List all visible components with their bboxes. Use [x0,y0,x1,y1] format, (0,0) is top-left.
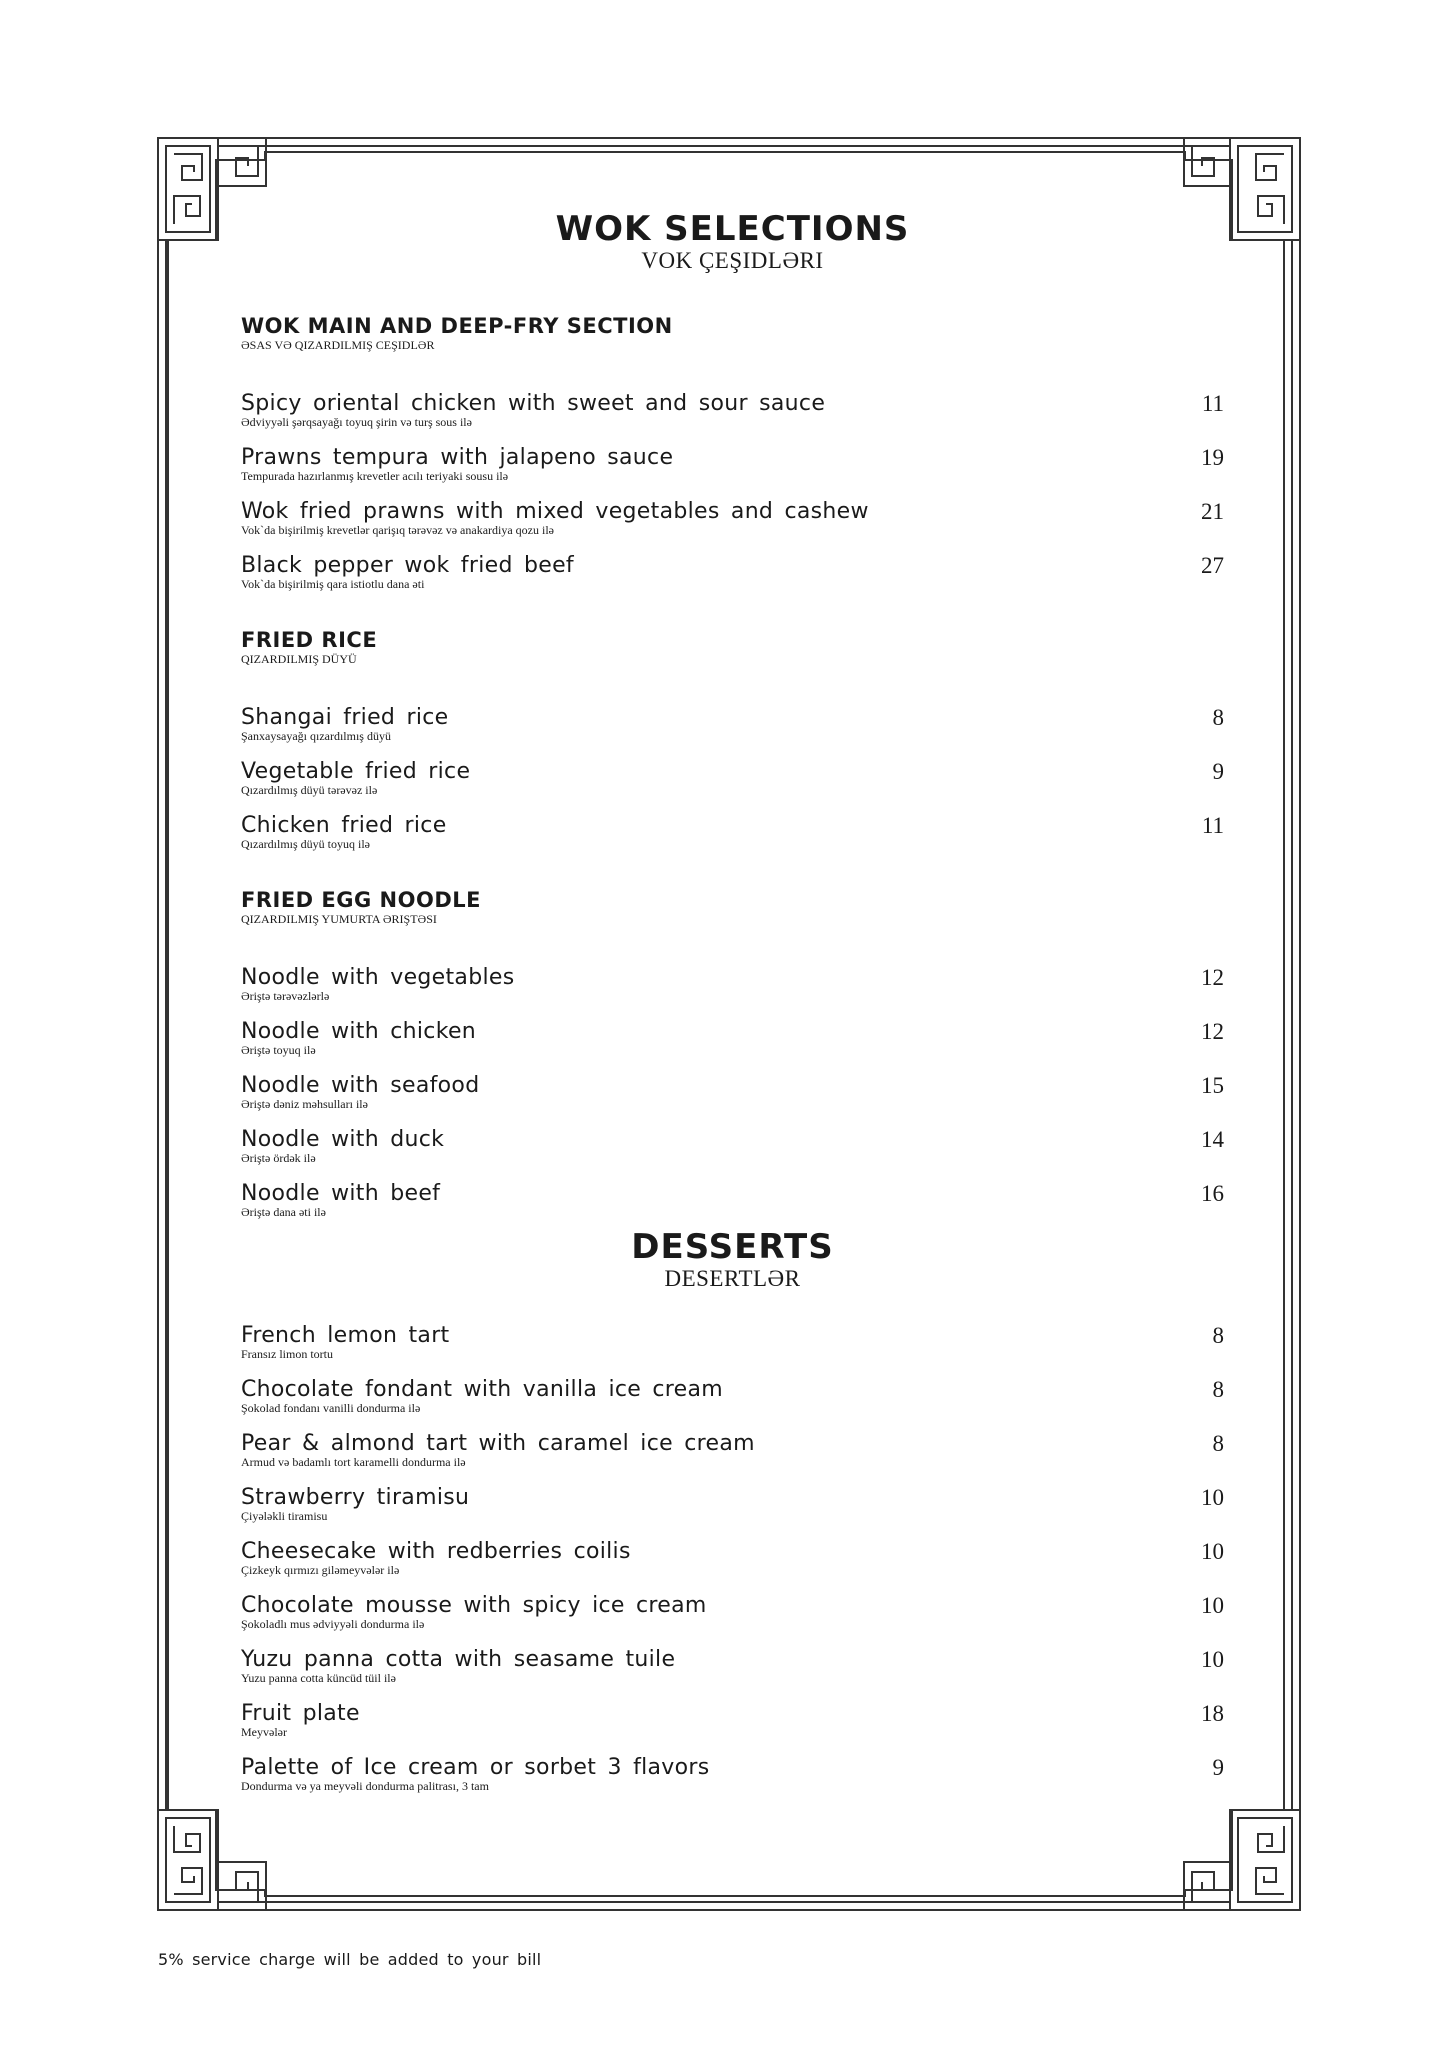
section-wok-main [241,314,1224,608]
item-description: Yuzu panna cotta küncüd tüil ilə [241,1671,396,1685]
item-price: 9 [1212,759,1224,784]
desserts-list [241,1324,1224,1810]
item-price: 10 [1201,1539,1224,1564]
menu-item [241,760,1224,814]
item-name: Yuzu panna cotta with seasame tuile [241,1647,676,1672]
item-price: 10 [1201,1647,1224,1672]
item-description: Vok`da bişirilmiş qara istiotlu dana əti [241,577,425,591]
item-description: Əriştə toyuq ilə [241,1043,316,1057]
section-subtitle: ƏSAS VƏ QIZARDILMIŞ CEŞIDLƏR [241,338,435,352]
item-name: Spicy oriental chicken with sweet and sour sauce [241,391,826,416]
item-price: 19 [1201,445,1224,470]
section-fried-egg-noodle [241,888,1224,1222]
menu-item [241,706,1224,760]
item-name: Wok fried prawns with mixed vegetables and cashew [241,499,869,524]
menu-item [241,1648,1224,1702]
item-description: Şokoladlı mus ədviyyəli dondurma ilə [241,1617,425,1631]
item-description: Armud və badamlı tort karamelli dondurma ilə [241,1455,466,1469]
menu-item [241,1074,1224,1128]
menu-item [241,1324,1224,1378]
menu-item [241,1182,1224,1222]
menu-item [241,446,1224,500]
menu-item [241,814,1224,868]
item-description: Dondurma və ya meyvəli dondurma palitrası, 3 tam [241,1779,489,1793]
item-description: Şokolad fondanı vanilli dondurma ilə [241,1401,421,1415]
menu-item [241,1378,1224,1432]
item-price: 10 [1201,1593,1224,1618]
item-price: 18 [1201,1701,1224,1726]
item-price: 15 [1201,1073,1224,1098]
item-description: Qızardılmış düyü tərəvəz ilə [241,783,378,797]
item-price: 11 [1201,813,1224,838]
wok-title: WOK SELECTIONS [555,209,910,249]
menu-item [241,1020,1224,1074]
item-price: 8 [1212,1377,1224,1402]
item-description: Fransız limon tortu [241,1347,333,1361]
item-description: Çiyələkli tiramisu [241,1509,328,1523]
item-description: Tempurada hazırlanmış krevetler acılı teriyaki sousu ilə [241,469,509,483]
service-charge-note: 5% service charge will be added to your bill [158,1950,542,1969]
item-name: Palette of Ice cream or sorbet 3 flavors [241,1755,710,1780]
menu-item [241,1128,1224,1182]
item-name: Fruit plate [241,1701,360,1726]
item-name: Prawns tempura with jalapeno sauce [241,445,674,470]
wok-subtitle: VOK ÇEŞIDLƏRI [641,248,824,273]
section-subtitle: QIZARDILMIŞ YUMURTA ƏRIŞTƏSI [241,912,437,926]
item-description: Əriştə dəniz məhsulları ilə [241,1097,368,1111]
menu-item [241,500,1224,554]
item-description: Ədviyyəli şərqsayağı toyuq şirin və turş sous ilə [241,415,472,429]
item-name: Vegetable fried rice [241,759,471,784]
desserts-header [241,1228,1224,1292]
desserts-subtitle: DESERTLƏR [664,1266,801,1291]
menu-item [241,1756,1224,1810]
item-description: Çizkeyk qırmızı giləmeyvələr ilə [241,1563,400,1577]
menu-item [241,1540,1224,1594]
item-price: 8 [1212,1431,1224,1456]
item-name: Chicken fried rice [241,813,447,838]
item-price: 12 [1201,1019,1224,1044]
item-name: Noodle with chicken [241,1019,477,1044]
wok-header [241,210,1224,274]
menu-item [241,1594,1224,1648]
item-price: 27 [1201,553,1224,578]
item-description: Əriştə tərəvəzlərlə [241,989,330,1003]
item-name: Cheesecake with redberries coilis [241,1539,631,1564]
menu-item [241,1432,1224,1486]
menu-item [241,966,1224,1020]
item-description: Vok`da bişirilmiş krevetlər qarişıq tərəvəz və anakardiya qozu ilə [241,523,554,537]
menu-item [241,554,1224,608]
item-price: 12 [1201,965,1224,990]
item-price: 14 [1201,1127,1224,1152]
section-title: WOK MAIN AND DEEP-FRY SECTION [241,314,673,338]
item-name: Noodle with beef [241,1181,441,1206]
menu-item [241,1702,1224,1756]
item-name: Noodle with seafood [241,1073,480,1098]
item-description: Qızardılmış düyü toyuq ilə [241,837,370,851]
item-price: 10 [1201,1485,1224,1510]
item-name: Chocolate mousse with spicy ice cream [241,1593,707,1618]
item-name: Chocolate fondant with vanilla ice cream [241,1377,723,1402]
item-name: Black pepper wok fried beef [241,553,574,578]
item-price: 21 [1201,499,1224,524]
section-title: FRIED RICE [241,628,378,652]
item-name: Shangai fried rice [241,705,449,730]
menu-item [241,392,1224,446]
item-price: 8 [1212,1323,1224,1348]
item-description: Əriştə dana əti ilə [241,1205,326,1219]
item-name: French lemon tart [241,1323,450,1348]
item-description: Şanxaysayağı qızardılmış düyü [241,729,391,743]
item-price: 8 [1212,705,1224,730]
item-description: Əriştə ördək ilə [241,1151,316,1165]
menu-item [241,1486,1224,1540]
section-fried-rice [241,628,1224,868]
item-name: Strawberry tiramisu [241,1485,470,1510]
item-name: Noodle with vegetables [241,965,515,990]
item-description: Meyvələr [241,1725,287,1739]
item-name: Noodle with duck [241,1127,445,1152]
desserts-title: DESSERTS [631,1227,834,1267]
section-subtitle: QIZARDILMIŞ DÜYÜ [241,652,357,666]
section-title: FRIED EGG NOODLE [241,888,481,912]
menu-content [241,210,1224,1810]
item-price: 16 [1201,1181,1224,1206]
item-price: 9 [1212,1755,1224,1780]
item-name: Pear & almond tart with caramel ice cream [241,1431,755,1456]
item-price: 11 [1201,391,1224,416]
